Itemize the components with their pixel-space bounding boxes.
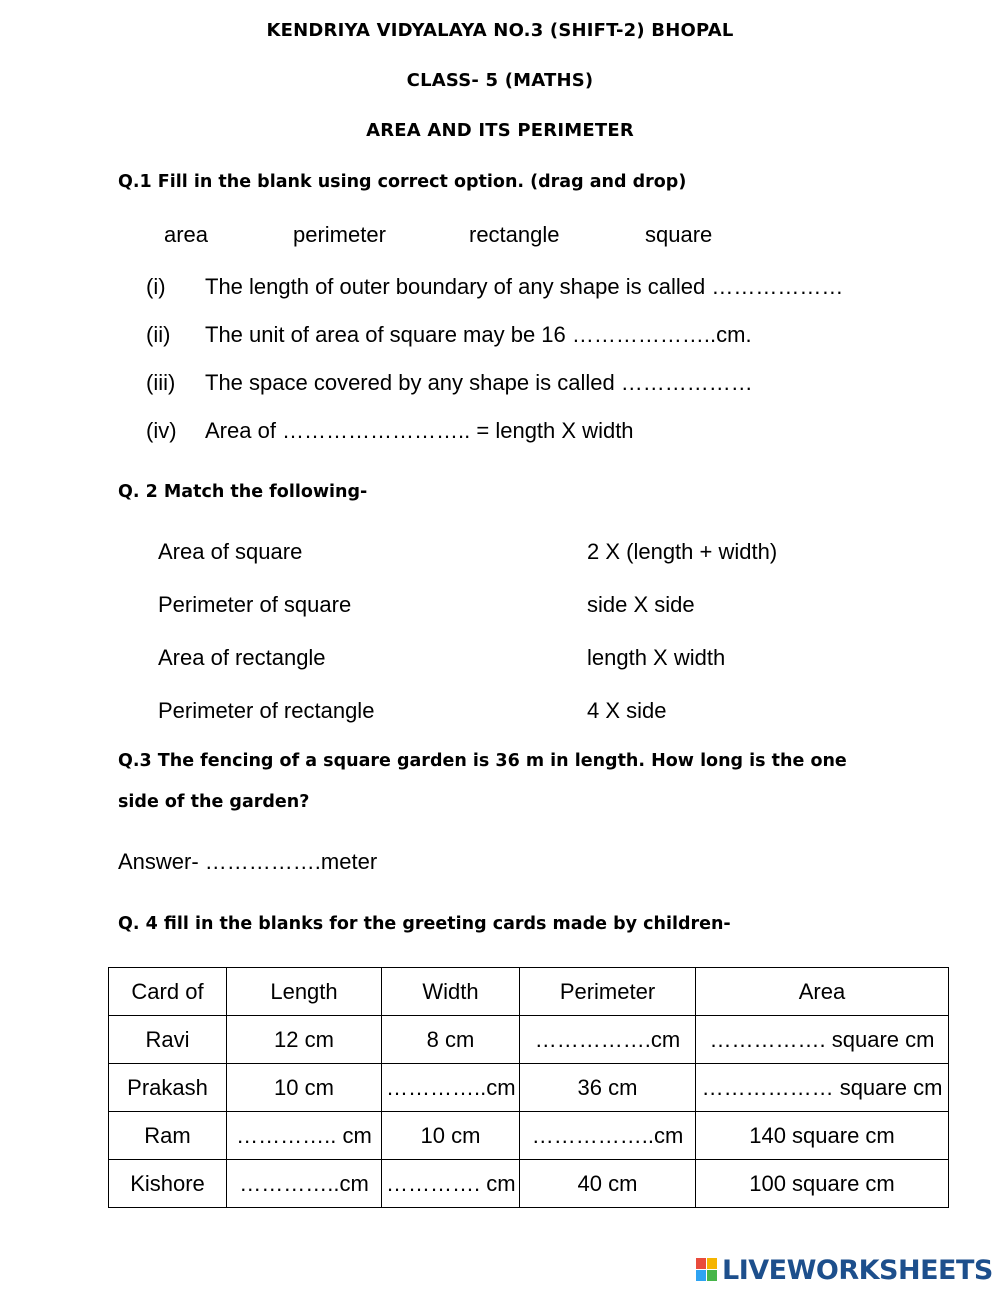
header-width: Width [382,968,520,1016]
option-square[interactable]: square [645,222,713,247]
cell-area: 140 square cm [696,1112,949,1160]
item-text: Area of …………………….. = length X width [205,418,634,443]
q3-title-line1: Q.3 The fencing of a square garden is 36 m in length. How long is the one [118,751,847,771]
match-left[interactable]: Area of rectangle [158,645,326,670]
table-row [109,1112,949,1160]
table-row [109,1160,949,1208]
header-card-of: Card of [109,968,227,1016]
cell-area-blank[interactable]: ……………… square cm [696,1064,949,1112]
cell-perimeter: 36 cm [520,1064,696,1112]
q4-title: Q. 4 fill in the blanks for the greeting cards made by children- [118,914,731,934]
cell-length-blank[interactable]: ………….. cm [227,1112,382,1160]
cell-perimeter-blank[interactable]: ……………..cm [520,1112,696,1160]
cell-area-blank[interactable]: ……………. square cm [696,1016,949,1064]
match-right[interactable]: side X side [587,592,695,617]
cell-length-blank[interactable]: …………..cm [227,1160,382,1208]
item-number: (iv) [146,418,177,443]
q3-title-line2: side of the garden? [118,792,310,812]
cell-perimeter: 40 cm [520,1160,696,1208]
table-header-row [109,968,949,1016]
cell-card: Kishore [109,1160,227,1208]
item-text: The unit of area of square may be 16 ………………..cm. [205,322,752,347]
cell-length: 12 cm [227,1016,382,1064]
item-text: The space covered by any shape is called ……………… [205,370,753,395]
item-number: (i) [146,274,166,299]
option-area[interactable]: area [164,222,209,247]
cell-card: Ram [109,1112,227,1160]
cell-length: 10 cm [227,1064,382,1112]
school-name: KENDRIYA VIDYALAYA NO.3 (SHIFT-2) BHOPAL [266,20,734,41]
item-text: The length of outer boundary of any shape is called ……………… [205,274,844,299]
match-right[interactable]: 4 X side [587,698,667,723]
greeting-cards-table [108,967,949,1208]
match-left[interactable]: Perimeter of square [158,592,352,617]
liveworksheets-logo [696,1255,993,1285]
q2-title: Q. 2 Match the following- [118,482,368,502]
table-row [109,1064,949,1112]
class-title: CLASS- 5 (MATHS) [406,70,594,91]
match-left[interactable]: Perimeter of rectangle [158,698,375,723]
match-right[interactable]: 2 X (length + width) [587,539,778,564]
table-row [109,1016,949,1064]
liveworksheets-brand-text: LIVEWORKSHEETS [722,1254,993,1286]
topic-title: AREA AND ITS PERIMETER [366,120,634,141]
q1-title: Q.1 Fill in the blank using correct option. (drag and drop) [118,172,687,192]
cell-width: 8 cm [382,1016,520,1064]
option-rectangle[interactable]: rectangle [469,222,560,247]
cell-perimeter-blank[interactable]: …………….cm [520,1016,696,1064]
cell-width-blank[interactable]: …………..cm [382,1064,520,1112]
cell-area: 100 square cm [696,1160,949,1208]
header-area: Area [696,968,949,1016]
header-length: Length [227,968,382,1016]
cell-width-blank[interactable]: …………. cm [382,1160,520,1208]
cell-card: Ravi [109,1016,227,1064]
cell-width: 10 cm [382,1112,520,1160]
item-number: (ii) [146,322,171,347]
header-perimeter: Perimeter [520,968,696,1016]
liveworksheets-logo-icon [696,1258,718,1282]
cell-card: Prakash [109,1064,227,1112]
item-number: (iii) [146,370,176,395]
q3-answer[interactable]: Answer- …………….meter [118,849,378,874]
match-left[interactable]: Area of square [158,539,303,564]
option-perimeter[interactable]: perimeter [293,222,386,247]
match-right[interactable]: length X width [587,645,726,670]
